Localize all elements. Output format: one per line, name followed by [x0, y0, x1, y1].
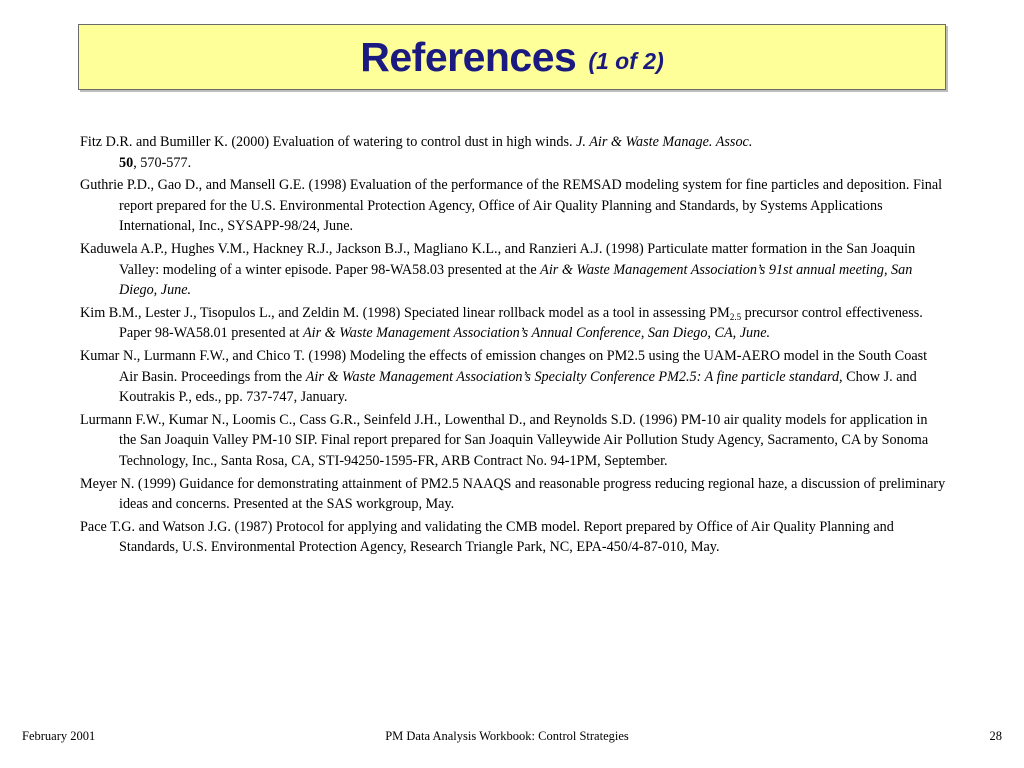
- reference-item: [80, 346, 946, 408]
- reference-item: Meyer N. (1999) Guidance for demonstrating attainment of PM2.5 NAAQS and reasonable progress reducing regional haze, a discussion of preliminary ideas and concerns. Presented at the SAS workgroup, May.: [80, 475, 946, 513]
- reference-item: Lurmann F.W., Kumar N., Loomis C., Cass G.R., Seinfeld J.H., Lowenthal D., and Reynolds S.D. (1996) PM-10 air quality models for application in the San Joaquin Valley PM-10 SIP. Final report prepared for San Joaquin Valleywide Air Pollution Study Agency, Sacramento, CA by Sonoma Technology, Inc., Santa Rosa, CA, STI-94250-1595-FR, ARB Contract No. 94-1PM, September.: [80, 411, 929, 469]
- conference-name: Air & Waste Management Association’s 91st annual meeting, San Diego, June.: [119, 261, 913, 299]
- slide-title-part: (1 of 2): [588, 47, 664, 74]
- reference-item: Pace T.G. and Watson J.G. (1987) Protocol for applying and validating the CMB model. Report prepared by Office of Air Quality Planning and Standards, U.S. Environmental Protection Agency, Research Triangle Park, NC, EPA-450/4-87-010, May.: [80, 518, 894, 556]
- reference-item: [80, 132, 946, 173]
- conference-name: Air & Waste Management Association’s Specialty Conference PM2.5: A fine particle standard,: [305, 368, 843, 385]
- reference-item: [80, 303, 946, 344]
- journal-name: J. Air & Waste Manage. Assoc.: [576, 134, 753, 150]
- reference-text: Kumar N., Lurmann F.W., and Chico T. (1998) Modeling the effects of emission changes on PM2.5 using the UAM-AERO model in the South Coast Air Basin. Proceedings from the: [80, 347, 928, 385]
- reference-pages: , 570-577.: [133, 154, 192, 171]
- reference-text: Chow J. and Koutrakis P., eds., pp. 737-747, January.: [119, 368, 917, 406]
- subscript: 2.5: [729, 311, 742, 322]
- reference-text: precursor control effectiveness. Paper 98-WA58.01 presented at: [119, 304, 923, 342]
- footer-date: February 2001: [22, 729, 96, 743]
- journal-volume: 50: [119, 154, 134, 171]
- reference-text: Fitz D.R. and Bumiller K. (2000) Evaluation of watering to control dust in high winds.: [80, 134, 577, 150]
- page-number: 28: [989, 729, 1002, 743]
- footer-title: PM Data Analysis Workbook: Control Strategies: [385, 729, 629, 743]
- slide-title-box: [78, 24, 946, 90]
- reference-text: Kim B.M., Lester J., Tisopulos L., and Zeldin M. (1998) Speciated linear rollback model as a tool in assessing PM: [80, 304, 730, 321]
- reference-item: [80, 239, 946, 301]
- reference-list: [80, 132, 946, 560]
- reference-text: Kaduwela A.P., Hughes V.M., Hackney R.J., Jackson B.J., Magliano K.L., and Ranzieri A.J. (1998) Particulate matter formation in the San Joaquin Valley: modeling of a winter episode. Paper 98-WA58.03 presented at the: [80, 240, 916, 278]
- reference-item: Guthrie P.D., Gao D., and Mansell G.E. (1998) Evaluation of the performance of the REMSAD modeling system for fine particles and deposition. Final report prepared for the U.S. Environmental Protection Agency, Office of Air Quality Planning and Standards, by Systems Applications International, Inc., SYSAPP-98/24, June.: [80, 177, 943, 235]
- slide-title: References: [360, 33, 577, 80]
- conference-name: Air & Waste Management Association’s Annual Conference, San Diego, CA, June.: [303, 325, 771, 342]
